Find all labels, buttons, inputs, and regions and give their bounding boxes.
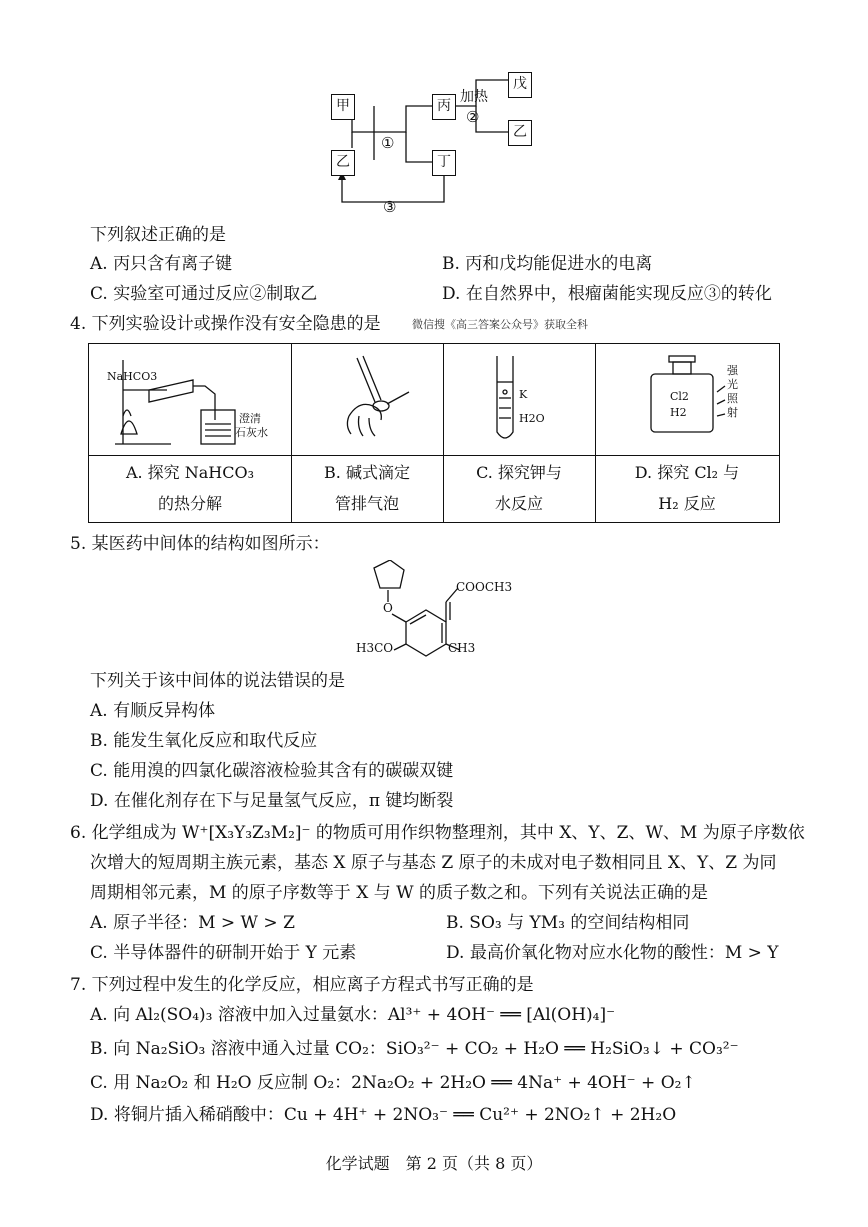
watermark: 微信搜《高三答案公众号》获取全科 <box>412 318 588 331</box>
q4-option-d-line1: D. 探究 Cl₂ 与 <box>634 463 740 482</box>
page-footer: 化学试题 第 2 页（共 8 页） <box>325 1154 543 1173</box>
limewater-label-2: 石灰水 <box>235 426 268 439</box>
q5-stem: 5. 某医药中间体的结构如图所示： <box>70 534 330 554</box>
oxygen-label: O <box>383 601 393 615</box>
limewater-label-1: 澄清 <box>239 412 261 425</box>
q3-option-b: B. 丙和戊均能促进水的电离 <box>442 254 653 274</box>
burette-image <box>319 352 419 448</box>
q4-stem: 4. 下列实验设计或操作没有安全隐患的是 <box>70 314 381 334</box>
experiment-table <box>88 343 780 523</box>
q6-option-c: C. 半导体器件的研制开始于 Y 元素 <box>90 943 357 963</box>
node-jia: 甲 <box>331 94 355 120</box>
strong-light-label: 强光照射 <box>727 364 738 419</box>
q4-option-c-line2: 水反应 <box>494 494 543 513</box>
q4-option-b-line1: B. 碱式滴定 <box>324 463 410 482</box>
q5-option-c: C. 能用溴的四氯化碳溶液检验其含有的碳碳双键 <box>90 761 454 781</box>
q5-sub-stem: 下列关于该中间体的说法错误的是 <box>90 671 345 691</box>
q6-line-2: 次增大的短周期主族元素，基态 X 原子与基态 Z 原子的未成对电子数相同且 X、Y、Z 为同 <box>90 853 777 873</box>
potassium-label: K <box>519 388 528 401</box>
node-yi-2: 乙 <box>508 120 532 146</box>
q7-option-c: C. 用 Na₂O₂ 和 H₂O 反应制 O₂：2Na₂O₂ + 2H₂O ══ 4Na⁺ + 4OH⁻ + O₂↑ <box>90 1073 696 1093</box>
q4-option-c-line1: C. 探究钾与 <box>476 463 562 482</box>
q4-option-a-line2: 的热分解 <box>157 494 222 513</box>
q6-option-b: B. SO₃ 与 YM₃ 的空间结构相同 <box>446 913 690 933</box>
water-label: H2O <box>519 412 545 425</box>
node-ding: 丁 <box>432 150 456 176</box>
q6-option-d: D. 最高价氧化物对应水化物的酸性：M > Y <box>446 943 779 963</box>
nahco3-label: NaHCO3 <box>107 370 158 383</box>
label-reaction-1: ① <box>381 134 395 152</box>
q4-option-a-line1: A. 探究 NaHCO₃ <box>125 463 255 482</box>
h2-label: H2 <box>670 406 687 419</box>
ester-label: COOCH3 <box>456 580 513 594</box>
q3-option-d: D. 在自然界中，根瘤菌能实现反应③的转化 <box>442 284 772 304</box>
q5-option-d: D. 在催化剂存在下与足量氢气反应，π 键均断裂 <box>90 791 454 811</box>
q3-stem: 下列叙述正确的是 <box>90 225 226 245</box>
node-bing: 丙 <box>432 94 456 120</box>
q7-option-d: D. 将铜片插入稀硝酸中：Cu + 4H⁺ + 2NO₃⁻ ══ Cu²⁺ + 2NO₂↑ + 2H₂O <box>90 1105 677 1125</box>
q6-line-1: 6. 化学组成为 W⁺[X₃Y₃Z₃M₂]⁻ 的物质可用作织物整理剂，其中 X、Y、Z、W、M 为原子序数依 <box>70 823 805 843</box>
q4-option-d-line2: H₂ 反应 <box>658 494 716 513</box>
q4-option-b-line2: 管排气泡 <box>334 494 399 513</box>
node-yi: 乙 <box>331 150 355 176</box>
label-reaction-2: ② <box>466 108 480 126</box>
methyl-label: CH3 <box>448 641 476 655</box>
q7-option-b: B. 向 Na₂SiO₃ 溶液中通入过量 CO₂：SiO₃²⁻ + CO₂ + H₂O ══ H₂SiO₃↓ + CO₃²⁻ <box>90 1039 739 1059</box>
node-wu: 戊 <box>508 72 532 98</box>
q6-line-3: 周期相邻元素，M 的原子序数等于 X 与 W 的质子数之和。下列有关说法正确的是 <box>90 883 708 903</box>
q5-option-b: B. 能发生氧化反应和取代反应 <box>90 731 318 751</box>
label-heat: 加热 <box>460 89 488 105</box>
q3-option-a: A. 丙只含有离子键 <box>90 254 233 274</box>
q7-stem: 7. 下列过程中发生的化学反应，相应离子方程式书写正确的是 <box>70 975 534 995</box>
q3-option-c: C. 实验室可通过反应②制取乙 <box>90 284 318 304</box>
q5-option-a: A. 有顺反异构体 <box>90 701 216 721</box>
cl2-label: Cl2 <box>670 390 689 403</box>
methoxy-label: H3CO <box>356 641 394 655</box>
q6-option-a: A. 原子半径：M > W > Z <box>90 913 295 933</box>
q7-option-a: A. 向 Al₂(SO₄)₃ 溶液中加入过量氨水：Al³⁺ + 4OH⁻ ══ [Al(OH)₄]⁻ <box>90 1005 616 1025</box>
label-reaction-3: ③ <box>383 198 397 216</box>
